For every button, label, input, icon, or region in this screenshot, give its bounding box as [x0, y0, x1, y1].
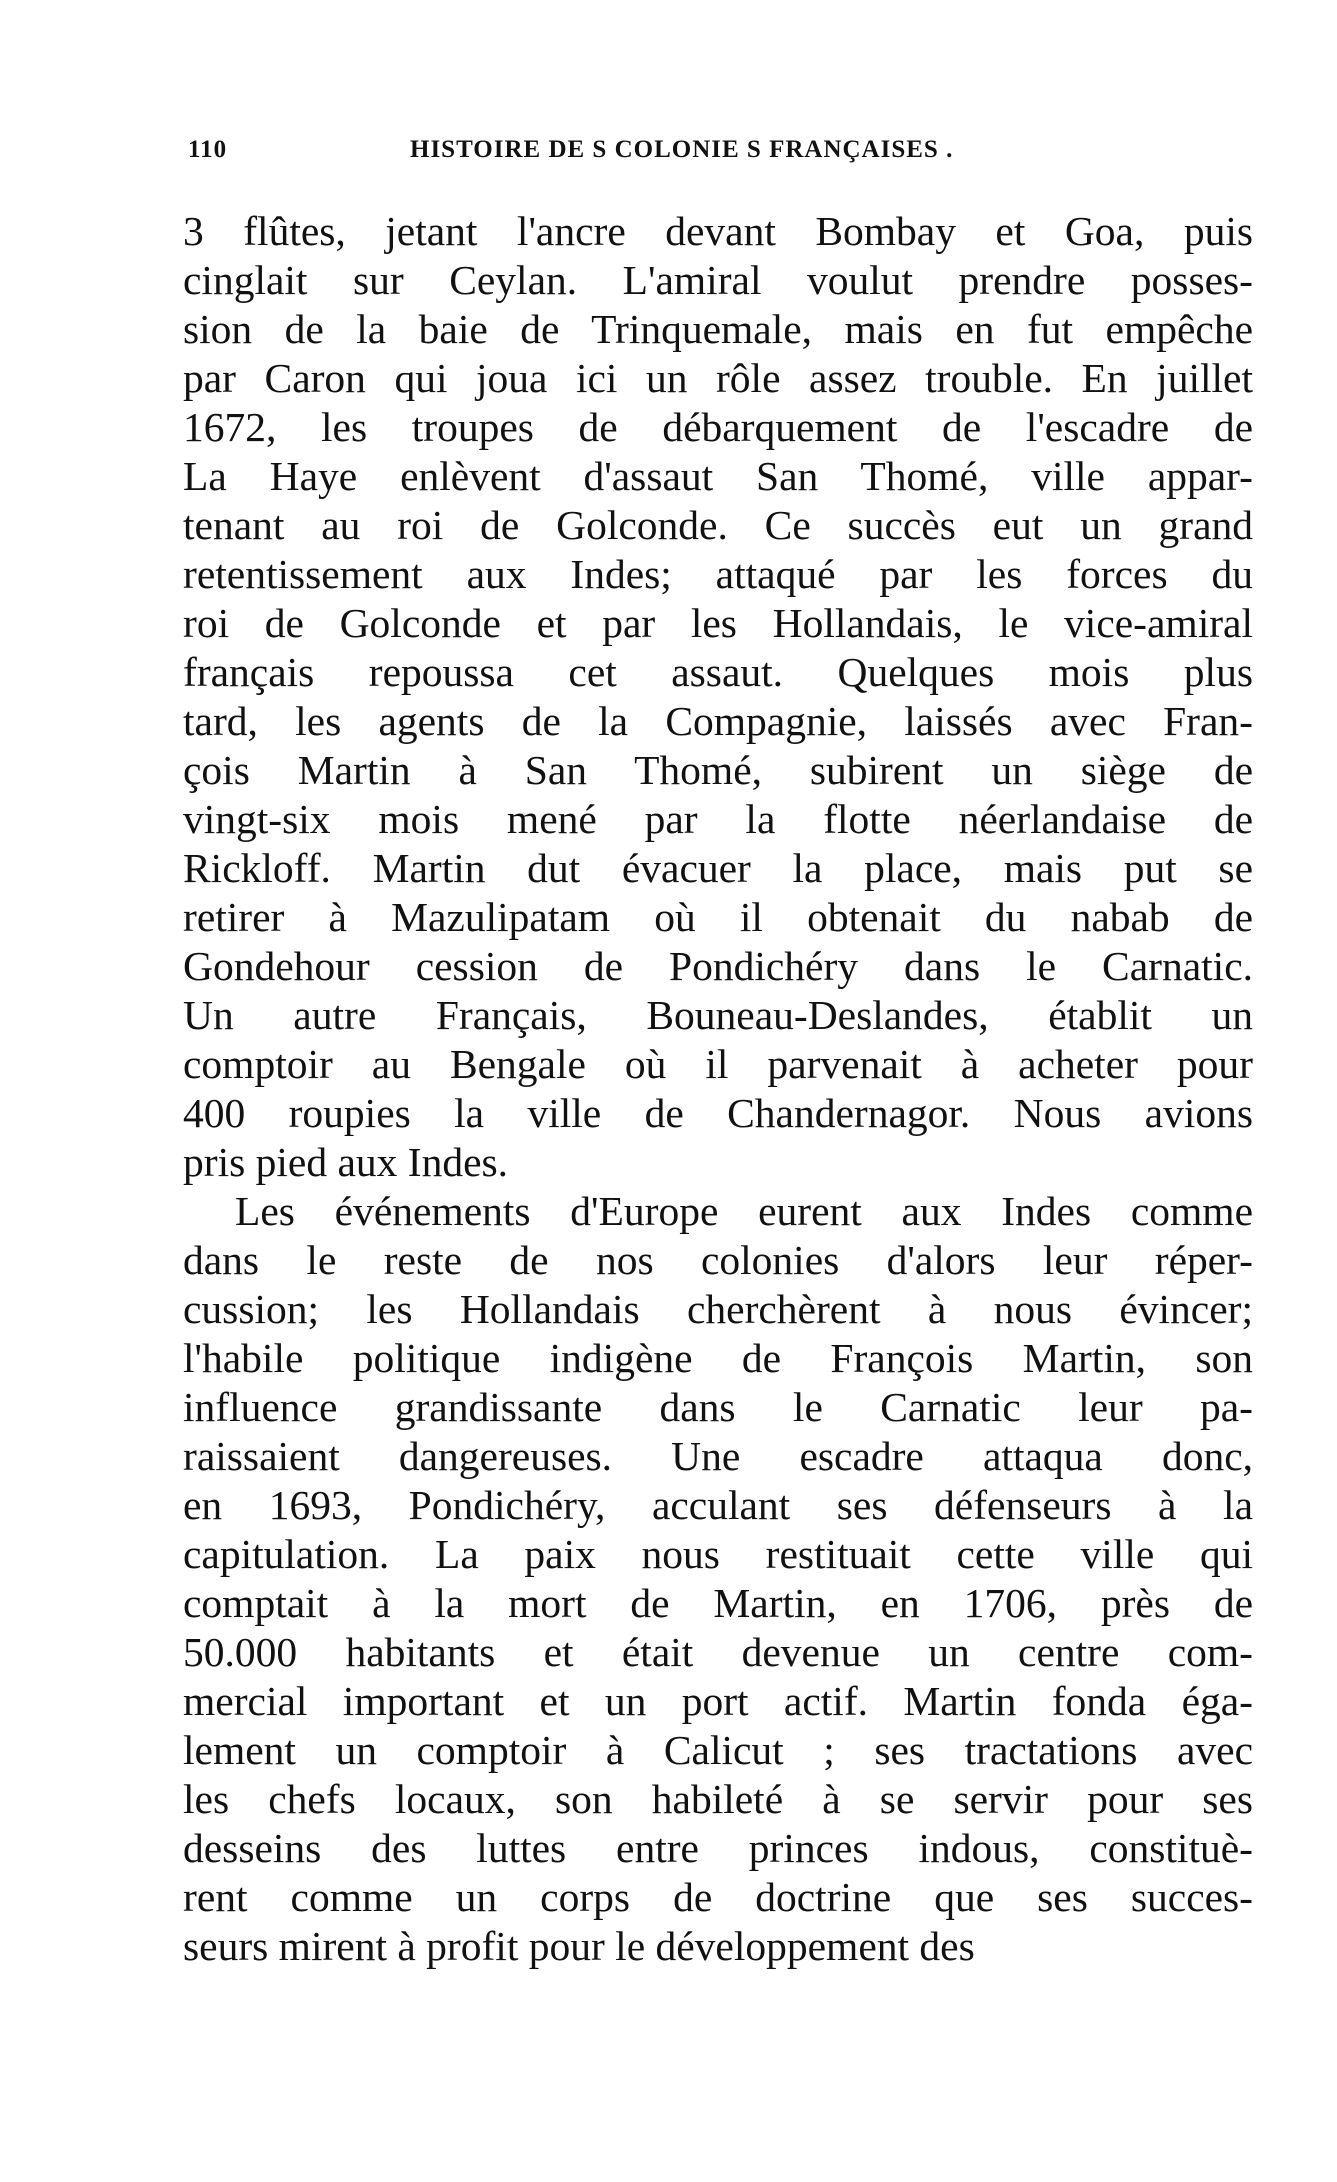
text-line: dans le reste de nos colonies d'alors leur réper- [183, 1237, 1253, 1283]
text-line: rent comme un corps de doctrine que ses succes- [183, 1874, 1253, 1920]
running-head [188, 136, 1050, 176]
text-line: La Haye enlèvent d'assaut San Thomé, ville appar- [183, 453, 1253, 499]
text-line: 3 flûtes, jetant l'ancre devant Bombay et Goa, puis [183, 208, 1253, 254]
text-line: mercial important et un port actif. Martin fonda éga- [183, 1678, 1253, 1724]
text-line: tard, les agents de la Compagnie, laissés avec Fran- [183, 698, 1253, 744]
text-line: français repoussa cet assaut. Quelques mois plus [183, 649, 1253, 695]
text-line: roi de Golconde et par les Hollandais, le vice-amiral [183, 600, 1253, 646]
body-text [183, 207, 1253, 1971]
text-line: 1672, les troupes de débarquement de l'escadre de [183, 404, 1253, 450]
text-line: pris pied aux Indes. [183, 1139, 509, 1185]
paragraph-1 [183, 207, 1253, 1187]
text-line: raissaient dangereuses. Une escadre attaqua donc, [183, 1433, 1253, 1479]
text-line: çois Martin à San Thomé, subirent un siège de [183, 747, 1253, 793]
text-line: les chefs locaux, son habileté à se servir pour ses [183, 1776, 1253, 1822]
text-line: tenant au roi de Golconde. Ce succès eut un grand [183, 502, 1253, 548]
running-title: HISTOIRE DE S COLONIE S FRANÇAISES . [410, 136, 954, 163]
text-line: retirer à Mazulipatam où il obtenait du nabab de [183, 894, 1253, 940]
text-line: comptoir au Bengale où il parvenait à acheter pour [183, 1041, 1253, 1087]
text-line: lement un comptoir à Calicut ; ses tractations avec [183, 1727, 1253, 1773]
page-number: 110 [188, 136, 228, 163]
text-line: Gondehour cession de Pondichéry dans le Carnatic. [183, 943, 1253, 989]
text-line: Un autre Français, Bouneau-Deslandes, établit un [183, 992, 1253, 1038]
text-line: l'habile politique indigène de François Martin, son [183, 1335, 1253, 1381]
text-line: cinglait sur Ceylan. L'amiral voulut prendre posses- [183, 257, 1253, 303]
text-line: cussion; les Hollandais cherchèrent à nous évincer; [183, 1286, 1253, 1332]
text-line: capitulation. La paix nous restituait cette ville qui [183, 1531, 1253, 1577]
text-line: Rickloff. Martin dut évacuer la place, mais put se [183, 845, 1253, 891]
text-line: seurs mirent à profit pour le développement des [183, 1923, 975, 1969]
text-line: comptait à la mort de Martin, en 1706, près de [183, 1580, 1253, 1626]
text-line: retentissement aux Indes; attaqué par les forces du [183, 551, 1253, 597]
text-line: 50.000 habitants et était devenue un centre com- [183, 1629, 1253, 1675]
text-line: en 1693, Pondichéry, acculant ses défenseurs à la [183, 1482, 1253, 1528]
text-line: influence grandissante dans le Carnatic leur pa- [183, 1384, 1253, 1430]
paragraph-2 [183, 1187, 1253, 1971]
text-line: vingt-six mois mené par la flotte néerlandaise de [183, 796, 1253, 842]
text-line: 400 roupies la ville de Chandernagor. Nous avions [183, 1090, 1253, 1136]
text-line: Les événements d'Europe eurent aux Indes comme [235, 1188, 1253, 1234]
text-line: desseins des luttes entre princes indous, constituè- [183, 1825, 1253, 1871]
text-line: par Caron qui joua ici un rôle assez trouble. En juillet [183, 355, 1253, 401]
text-line: sion de la baie de Trinquemale, mais en fut empêche [183, 306, 1253, 352]
